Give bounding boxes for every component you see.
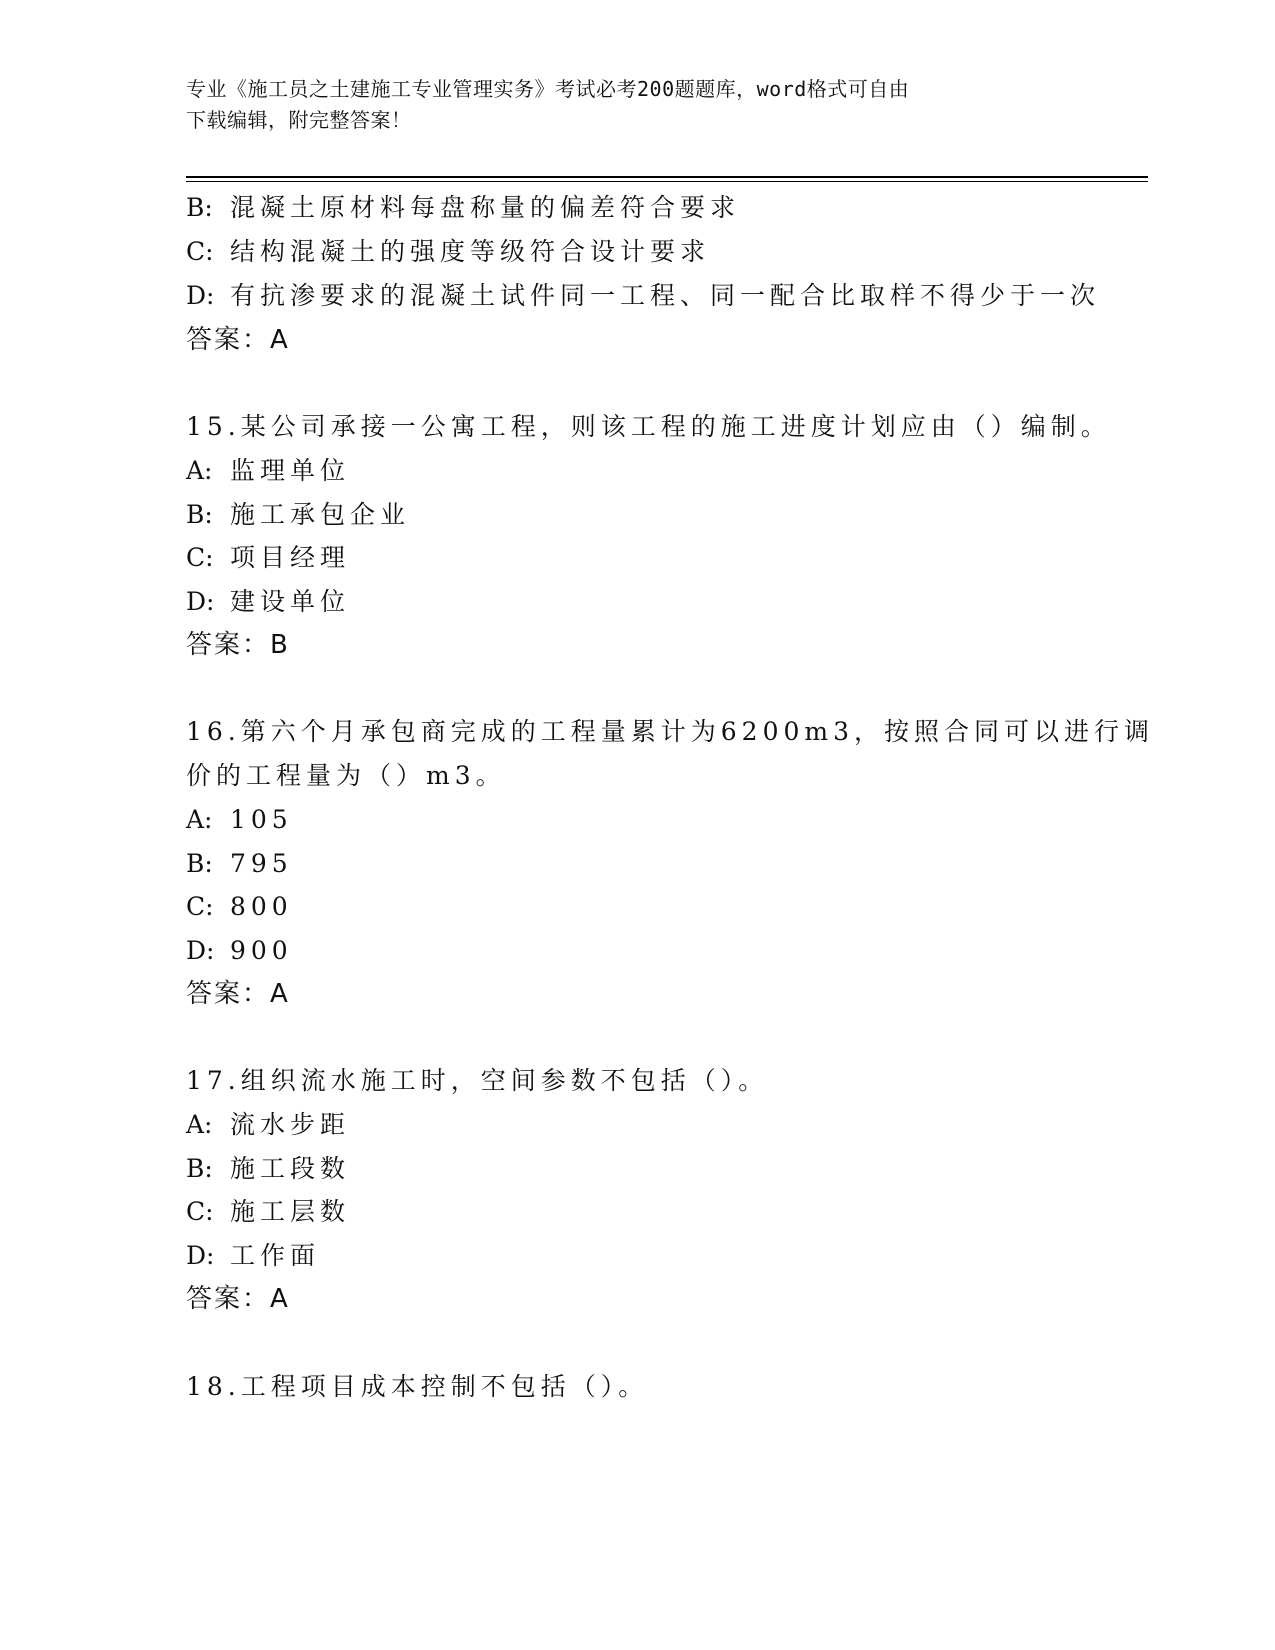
question-17-option-a (186, 1109, 350, 1141)
option-text: 施工承包企业 (230, 500, 411, 529)
option-letter: A: (186, 805, 213, 834)
question-16-stem-line-1: 16.第六个月承包商完成的工程量累计为6200m3，按照合同可以进行调 (186, 717, 1154, 746)
option-text: 建设单位 (230, 587, 351, 616)
question-15-option-d (186, 586, 350, 618)
question-15-answer (186, 629, 290, 661)
carryover-option-d (186, 280, 1100, 312)
question-15-option-a (186, 455, 350, 487)
answer-value: B (270, 630, 290, 660)
option-letter: D: (186, 1241, 215, 1270)
option-letter: B: (186, 500, 213, 529)
question-16-option-b (186, 848, 293, 880)
option-letter: C: (186, 1197, 214, 1226)
answer-label: 答案： (186, 630, 271, 660)
question-17-stem: 17.组织流水施工时，空间参数不包括（）。 (186, 1066, 769, 1095)
option-text: 施工段数 (230, 1154, 351, 1183)
question-16-option-c (186, 891, 293, 923)
option-text: 监理单位 (230, 456, 351, 485)
option-text: 有抗渗要求的混凝土试件同一工程、同一配合比取样不得少于一次 (230, 281, 1101, 310)
question-18-stem: 18.工程项目成本控制不包括（）。 (186, 1372, 649, 1401)
option-letter: A: (186, 1110, 213, 1139)
option-letter: D: (186, 936, 215, 965)
answer-label: 答案： (186, 979, 271, 1009)
option-letter: D: (186, 587, 215, 616)
option-text: 795 (230, 849, 293, 878)
option-letter: C: (186, 892, 214, 921)
option-letter: C: (186, 543, 214, 572)
option-letter: D: (186, 281, 215, 310)
answer-value: A (270, 1284, 290, 1314)
question-16-answer (186, 978, 290, 1010)
option-letter: B: (186, 849, 213, 878)
answer-label: 答案： (186, 1284, 271, 1314)
option-letter: C: (186, 237, 214, 266)
option-text: 施工层数 (230, 1197, 351, 1226)
option-letter: A: (186, 456, 213, 485)
question-17-option-b (186, 1153, 350, 1185)
document-header (186, 74, 1066, 136)
question-16-stem-line-2: 价的工程量为（）m3。 (186, 761, 506, 790)
option-text: 结构混凝土的强度等级符合设计要求 (230, 237, 711, 266)
answer-label: 答案： (186, 325, 271, 355)
question-17-option-c (186, 1196, 350, 1228)
option-text: 105 (230, 805, 293, 834)
question-15-stem: 15.某公司承接一公寓工程，则该工程的施工进度计划应由（）编制。 (186, 412, 1111, 441)
carryover-option-c (186, 236, 710, 268)
header-line-2: 下载编辑，附完整答案！ (186, 108, 412, 132)
carryover-answer (186, 324, 290, 356)
option-text: 900 (230, 936, 293, 965)
header-divider-thin (186, 181, 1148, 182)
option-letter: B: (186, 193, 213, 222)
question-17-option-d (186, 1240, 320, 1272)
header-divider-thick (186, 176, 1148, 178)
option-text: 混凝土原材料每盘称量的偏差符合要求 (230, 193, 741, 222)
answer-value: A (270, 979, 290, 1009)
option-letter: B: (186, 1154, 213, 1183)
question-15-option-c (186, 542, 350, 574)
question-15-option-b (186, 499, 410, 531)
answer-value: A (270, 325, 290, 355)
option-text: 工作面 (230, 1241, 321, 1270)
option-text: 项目经理 (230, 543, 351, 572)
question-16-option-a (186, 804, 293, 836)
question-16-option-d (186, 935, 293, 967)
option-text: 800 (230, 892, 293, 921)
header-line-1: 专业《施工员之土建施工专业管理实务》考试必考200题题库，word格式可自由 (186, 77, 910, 101)
option-text: 流水步距 (230, 1110, 351, 1139)
carryover-option-b (186, 192, 740, 224)
question-17-answer (186, 1283, 290, 1315)
